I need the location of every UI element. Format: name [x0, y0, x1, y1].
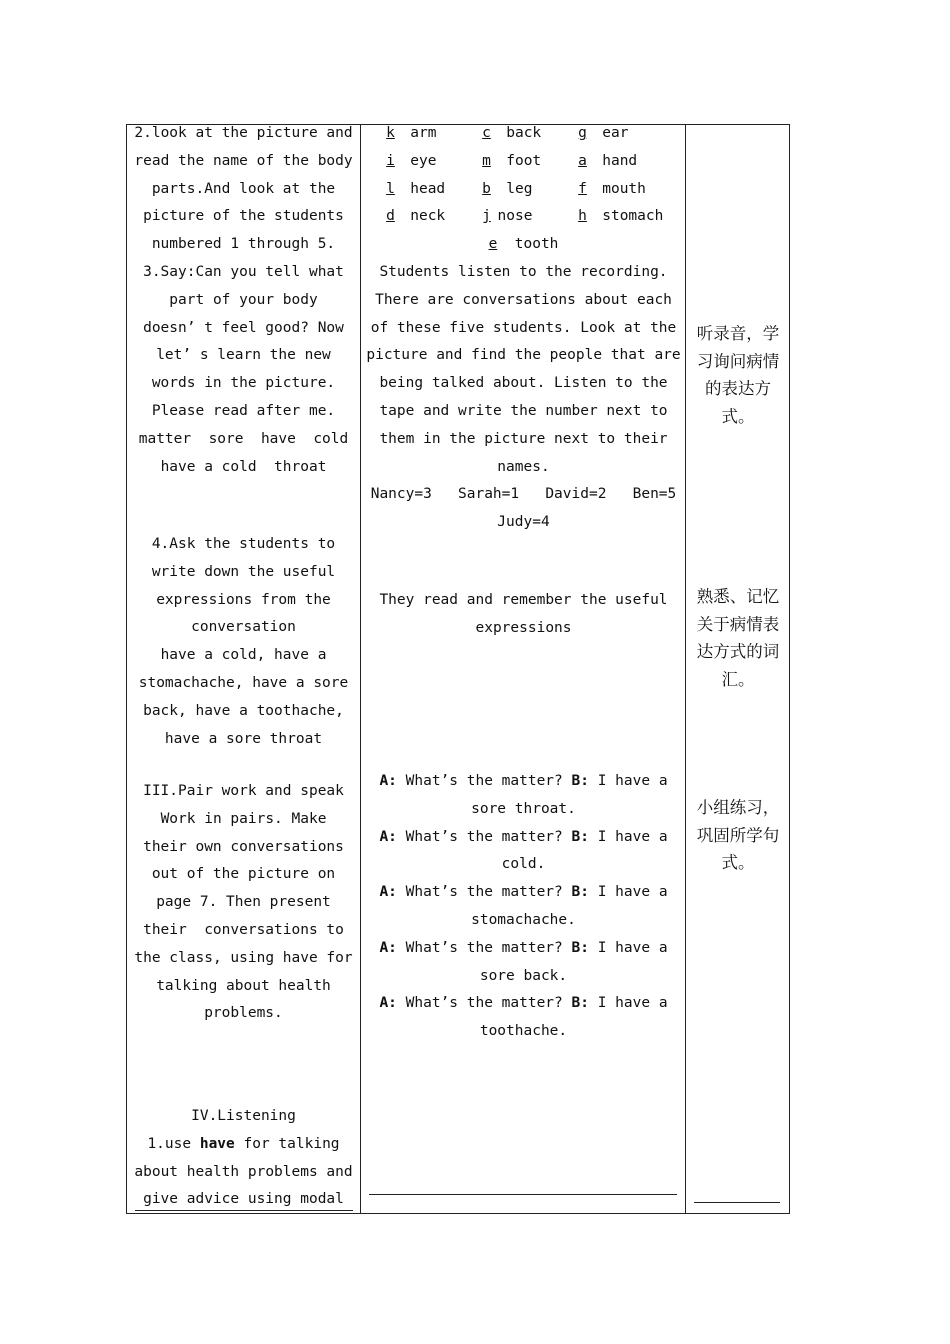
bold-keyword: have [199, 1135, 235, 1152]
matching-grid [362, 120, 685, 231]
remember-expressions [362, 587, 685, 643]
match-item [380, 120, 476, 148]
speaker-a: A: [379, 828, 397, 845]
text-line: doesn’ t feel good? Now [143, 319, 344, 336]
answer-ending: stomachache. [471, 911, 576, 928]
listening-instructions [362, 259, 685, 537]
rule-line [369, 1194, 677, 1195]
text-line: page 7. Then present [156, 894, 331, 911]
answer-line: Nancy=3 Sarah=1 David=2 Ben=5 [370, 486, 677, 503]
match-letter: d [386, 208, 395, 225]
answer-line: Judy=4 [497, 514, 550, 531]
match-item [476, 203, 572, 231]
match-item [476, 148, 572, 176]
question: What’s the matter? [396, 884, 572, 901]
match-letter: a [578, 152, 587, 169]
match-item [380, 203, 476, 231]
question: What’s the matter? [396, 773, 572, 789]
note-line: 汇。 [721, 669, 755, 689]
text-line: back, have a toothache, [143, 702, 344, 719]
speaker-b: B: [571, 773, 589, 789]
question: What’s the matter? [396, 995, 572, 1012]
question: What’s the matter? [396, 828, 572, 845]
rule-line [135, 1210, 353, 1211]
match-word: back [506, 125, 542, 141]
text-line: Work in pairs. Make [160, 810, 327, 827]
speaker-a: A: [379, 939, 397, 956]
match-word: arm [410, 125, 437, 141]
text-line: Students listen to the recording. [379, 264, 668, 280]
section-heading: IV.Listening [191, 1108, 296, 1124]
answer-ending: sore back. [479, 967, 568, 984]
match-letter: g [578, 125, 587, 141]
text-line: matter sore have cold [138, 430, 349, 447]
speaker-b: B: [571, 995, 589, 1012]
question: What’s the matter? [396, 939, 572, 956]
match-word: foot [506, 152, 542, 169]
note-line: 听录音，学 [696, 324, 780, 343]
match-word: stomach [602, 208, 664, 225]
match-letter: k [386, 125, 395, 141]
note-vocabulary [687, 583, 789, 693]
text-line: picture and find the people that are [366, 347, 681, 364]
answer-ending: sore throat. [471, 800, 576, 817]
note-line: 式。 [721, 853, 755, 873]
text-line: Please read after me. [151, 402, 336, 419]
speaker-b: B: [571, 884, 589, 901]
text-line: There are conversations about each [375, 291, 672, 308]
text-fragment: for talking [234, 1135, 340, 1152]
match-item [572, 120, 668, 148]
note-line: 的表达方 [705, 379, 771, 399]
note-line: 小组练习， [696, 798, 780, 817]
match-letter: i [386, 152, 395, 169]
speaker-a: A: [379, 884, 397, 901]
text-line: of these five students. Look at the [370, 319, 677, 336]
answer: I have a [588, 939, 668, 956]
text-line: them in the picture next to their [379, 430, 668, 447]
match-word: hand [602, 152, 638, 169]
note-line: 习询问病情 [696, 351, 780, 371]
match-item [572, 148, 668, 176]
text-line: picture of the students [143, 208, 344, 225]
note-line: 关于病情表 [696, 614, 780, 634]
speaker-a: A: [379, 995, 397, 1012]
text-line: III.Pair work and speak [143, 783, 344, 799]
speaker-b: B: [571, 939, 589, 956]
match-word: ear [602, 125, 629, 141]
text-line: out of the picture on [151, 866, 336, 883]
text-line: write down the useful [151, 563, 336, 580]
match-item [362, 231, 685, 259]
match-item [476, 120, 572, 148]
text-line: have a cold throat [160, 458, 327, 475]
text-line: expressions [475, 619, 572, 636]
body-parts-matching [362, 120, 685, 259]
match-item [380, 148, 476, 176]
answer-ending: cold. [501, 856, 546, 873]
text-line: 3.Say:Can you tell what [143, 263, 344, 280]
dialogue-line [362, 768, 685, 796]
answer: I have a [588, 828, 668, 845]
match-item [380, 176, 476, 204]
speaker-a: A: [379, 773, 397, 789]
match-letter: j [482, 208, 491, 225]
pair-work-text [127, 778, 360, 1028]
text-line: names. [497, 458, 550, 475]
match-word: neck [410, 208, 446, 225]
match-letter: l [386, 180, 395, 197]
dialogue-examples [362, 768, 685, 1046]
text-line: problems. [204, 1005, 283, 1022]
text-line: 4.Ask the students to [151, 536, 336, 552]
note-line: 式。 [721, 406, 755, 426]
match-item [572, 203, 668, 231]
step-4-text [127, 531, 360, 753]
dialogue-line [362, 935, 685, 963]
answer: I have a [588, 773, 668, 789]
match-item [572, 176, 668, 204]
dialogue-line [362, 879, 685, 907]
match-letter: c [482, 125, 491, 141]
text-fragment: 1.use [147, 1135, 200, 1152]
text-line: read the name of the body [134, 152, 353, 169]
note-listening [687, 320, 789, 430]
note-line: 达方式的词 [696, 642, 780, 662]
text-line: about health problems and [134, 1163, 353, 1180]
text-line: their conversations to [143, 921, 344, 938]
dialogue-line [362, 990, 685, 1018]
text-line: the class, using have for [134, 949, 353, 966]
text-line: They read and remember the useful [379, 592, 668, 608]
step-2-3-text [127, 120, 360, 481]
text-line: being talked about. Listen to the [379, 375, 668, 392]
text-line: expressions from the [156, 591, 331, 608]
text-line: words in the picture. [151, 375, 336, 392]
answer: I have a [588, 995, 668, 1012]
text-line [127, 1131, 360, 1159]
match-word: head [410, 180, 446, 197]
text-line: numbered 1 through 5. [151, 236, 336, 253]
listening-text [127, 1103, 360, 1214]
match-word: tooth [514, 236, 559, 253]
note-line: 巩固所学句 [696, 825, 780, 845]
match-letter: h [578, 208, 587, 225]
match-word: mouth [602, 180, 646, 197]
text-line: conversation [191, 619, 296, 636]
dialogue-line [362, 824, 685, 852]
match-letter: f [578, 180, 587, 197]
rule-line [694, 1202, 780, 1203]
text-line: stomachache, have a sore [138, 674, 349, 691]
match-word: leg [506, 180, 533, 197]
note-pair-practice [687, 794, 789, 877]
match-item [476, 176, 572, 204]
match-letter: b [482, 180, 491, 197]
match-letter: e [488, 236, 498, 253]
text-line: tape and write the number next to [379, 402, 668, 419]
note-line: 熟悉、记忆 [696, 587, 780, 606]
text-line: let’ s learn the new [156, 347, 331, 364]
text-line: give advice using modal [143, 1191, 344, 1208]
match-word: nose [497, 208, 533, 225]
answer-ending: toothache. [479, 1023, 568, 1040]
text-line: part of your body [169, 291, 318, 308]
text-line: parts.And look at the [151, 180, 336, 197]
match-letter: m [482, 152, 491, 169]
speaker-b: B: [571, 828, 589, 845]
match-word: eye [410, 152, 437, 169]
text-line: have a sore throat [164, 730, 323, 747]
answer: I have a [588, 884, 668, 901]
text-line: their own conversations [143, 838, 344, 855]
text-line: talking about health [156, 977, 331, 994]
text-line: 2.look at the picture and [134, 125, 353, 141]
text-line: have a cold, have a [160, 647, 327, 664]
